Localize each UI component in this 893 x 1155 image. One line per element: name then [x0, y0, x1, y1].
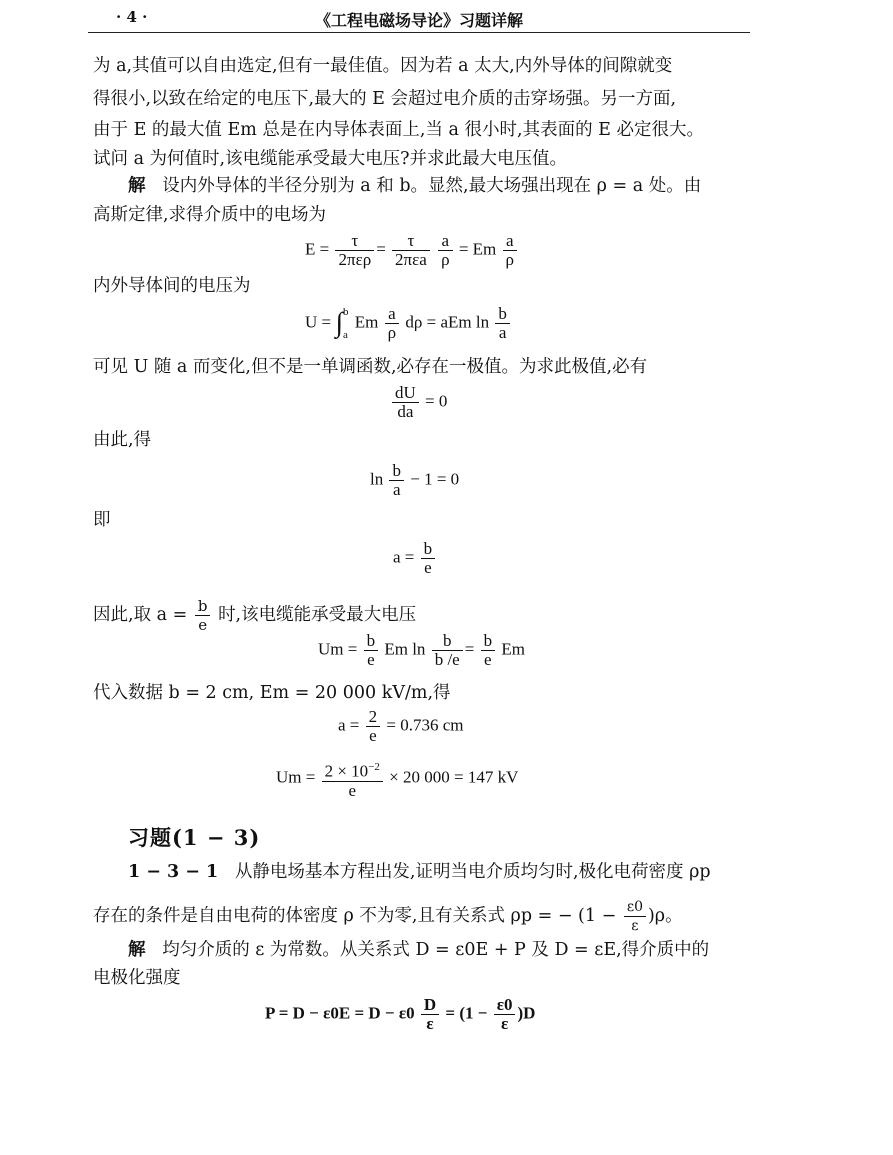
equation-a-value: a = $\frac{2}{e}$ = 0.736 cm [338, 707, 464, 745]
equation-polarization: P = D − ε0E = D − ε0 $\frac{D}{\varepsilon}$ = (1 − $\frac{\varepsilon 0}{\varepsilon}$ )D [265, 995, 536, 1033]
text-line: 内外导体间的电压为 [93, 276, 251, 296]
solution-label: 解 [128, 940, 146, 960]
solution-line [128, 940, 709, 960]
text-line: 试问 a 为何值时,该电缆能承受最大电压?并求此最大电压值。 [93, 149, 568, 169]
text-line: 由此,得 [93, 430, 152, 450]
equation-optimal-a: a = $\frac{b}{e}$ [393, 540, 437, 577]
solution-label: 解 [128, 176, 146, 196]
text-line: 代入数据 b = 2 cm, Em = 20 000 kV/m,得 [93, 683, 451, 703]
section-heading: 习题(1 − 3) [128, 825, 261, 850]
text-line: 可见 U 随 a 而变化,但不是一单调函数,必存在一极值。为求此极值,必有 [93, 357, 648, 377]
problem-line [128, 862, 711, 882]
solution-line [128, 176, 701, 196]
solution-text: 均匀介质的 ε 为常数。从关系式 D = ε0E + P 及 D = εE,得介质中的 [162, 940, 710, 960]
equation-log: ln $\frac{b}{a}$ − 1 = 0 [370, 461, 460, 499]
problem-number: 1 − 3 − 1 [128, 862, 219, 882]
solution-text: 设内外导体的半径分别为 a 和 b。显然,最大场强出现在 ρ = a 处。由 [162, 176, 702, 196]
page-number: · 4 · [116, 8, 148, 26]
text-line: 电极化强度 [93, 968, 181, 988]
equation-voltage-integral: U = ∫ b a Em $\frac{a}{\rho}$ dρ = aEm ln $\frac{b}{a}$ [305, 305, 512, 342]
text-line: 因此,取 a = $\frac{b}{e}$ 时,该电缆能承受最大电压 [93, 597, 417, 634]
equation-um-value: Um = $\frac{2 \times 10^{-2}}{e}$ × 20 000 = 147 kV [276, 758, 518, 800]
text-line: 为 a,其值可以自由选定,但有一最佳值。因为若 a 太大,内外导体的间隙就变 [93, 56, 673, 76]
equation-derivative: $\frac{dU}{da}$ = 0 [390, 384, 447, 421]
book-title: 《工程电磁场导论》习题详解 [314, 11, 523, 30]
text-line: 高斯定律,求得介质中的电场为 [93, 205, 327, 225]
text-line: 由于 E 的最大值 Em 总是在内导体表面上,当 a 很小时,其表面的 E 必定很大。 [93, 120, 704, 140]
problem-line: 存在的条件是自由电荷的体密度 ρ 不为零,且有关系式 ρp = − (1 − $\frac{\varepsilon 0}{\varepsilon}$ )ρ。 [93, 899, 683, 934]
text-line: 得很小,以致在给定的电压下,最大的 E 会超过电介质的击穿场强。另一方面, [93, 89, 677, 109]
equation-max-voltage: Um = $\frac{b}{e}$ Em ln $\frac{b}{b /e}$ = $\frac{b}{e}$ Em [318, 631, 525, 669]
problem-text: 从静电场基本方程出发,证明当电介质均匀时,极化电荷密度 ρp [234, 862, 711, 882]
text-line: 即 [93, 510, 111, 530]
page-header [88, 6, 750, 33]
equation-electric-field: E = $\frac{\tau}{\text{2περ}}$ = $\frac{\tau}{\text{2πεa}}$ $\frac{a}{\rho}$ = Em $\frac{a}{\rho}$ [305, 232, 519, 269]
